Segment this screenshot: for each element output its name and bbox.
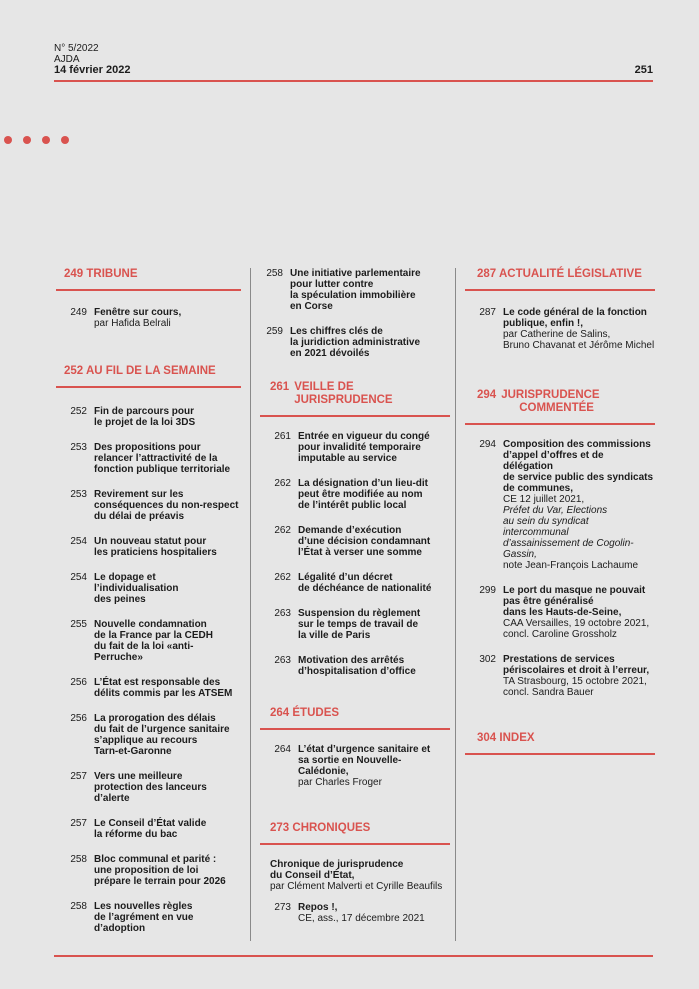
- entry-title: Prestations de services: [503, 654, 615, 665]
- entry-page-number: 254: [70, 536, 87, 547]
- entry-title: prépare le terrain pour 2026: [94, 876, 226, 887]
- entry-title: Le dopage et: [94, 572, 156, 583]
- entry-meta: CE, ass., 17 décembre 2021: [298, 913, 425, 924]
- entry-text: [94, 489, 238, 522]
- entry-page-number: 262: [274, 478, 291, 489]
- toc-column-left: [64, 268, 241, 934]
- dot-icon: [4, 136, 12, 144]
- section-actualite: [465, 268, 655, 351]
- entry-title: Le port du masque ne pouvait: [503, 585, 646, 596]
- toc-entry[interactable]: [465, 654, 655, 698]
- entry-title: sa sortie en Nouvelle-Calédonie,: [298, 755, 402, 777]
- entry-title: Demande d’exécution: [298, 525, 402, 536]
- entry-title: de l’agrément en vue: [94, 912, 194, 923]
- section-veille: [260, 381, 450, 677]
- entry-italic: Préfet du Var, Elections: [503, 505, 608, 516]
- toc-entry[interactable]: [64, 489, 241, 522]
- entry-title: pas être généralisé: [503, 596, 594, 607]
- entry-italic: d’assainissement de Cogolin-Gassin,: [503, 538, 634, 560]
- toc-entry[interactable]: [465, 439, 655, 571]
- entry-page-number: 294: [479, 439, 496, 450]
- entry-title: en Corse: [290, 301, 333, 312]
- entry-text: [503, 307, 654, 351]
- entry-title: Vers une meilleure: [94, 771, 183, 782]
- section-heading[interactable]: 304 INDEX: [477, 732, 535, 744]
- section-tribune: [64, 268, 241, 329]
- entry-page-number: 254: [70, 572, 87, 583]
- entry-title: Des propositions pour: [94, 442, 201, 453]
- section-heading[interactable]: 294 JURISPRUDENCE COMMENTÉE: [477, 389, 600, 414]
- toc-entry[interactable]: [260, 326, 450, 359]
- entry-text: [94, 901, 193, 934]
- running-header: [54, 43, 130, 76]
- entry-title: la ville de Paris: [298, 630, 371, 641]
- entry-text: [94, 854, 226, 887]
- entry-italic: au sein du syndicat intercommunal: [503, 516, 589, 538]
- footer-divider: [54, 955, 653, 957]
- entry-title: pour invalidité temporaire: [298, 442, 421, 453]
- entry-text: [290, 326, 420, 359]
- entry-text: [94, 307, 181, 329]
- dot-icon: [23, 136, 31, 144]
- section-jurisprudence: [465, 389, 655, 698]
- entry-title: d’appel d’offres et de délégation: [503, 450, 604, 472]
- section-rule: [260, 415, 450, 417]
- entry-title: La prorogation des délais: [94, 713, 216, 724]
- entry-text: [503, 439, 655, 571]
- entry-meta: concl. Sandra Bauer: [503, 687, 594, 698]
- section-chroniques: [260, 822, 450, 924]
- entry-text: [298, 572, 431, 594]
- entry-title: La désignation d’un lieu-dit: [298, 478, 428, 489]
- entry-text: [503, 654, 649, 698]
- entry-title: Les chiffres clés de: [290, 326, 383, 337]
- entry-page-number: 257: [70, 771, 87, 782]
- section-heading[interactable]: 252 AU FIL DE LA SEMAINE: [64, 365, 216, 377]
- section-rule: [260, 843, 450, 845]
- toc-entry[interactable]: [260, 572, 450, 594]
- toc-entry[interactable]: [465, 585, 655, 640]
- entry-title: pour lutter contre: [290, 279, 374, 290]
- entry-text: [94, 406, 195, 428]
- entry-title: Bloc communal et parité :: [94, 854, 217, 865]
- entry-title: protection des lanceurs: [94, 782, 207, 793]
- issue-number: N° 5/2022: [54, 43, 99, 54]
- toc-entry[interactable]: [64, 713, 241, 757]
- entry-title: L’état d’urgence sanitaire et: [298, 744, 431, 755]
- entry-page-number: 253: [70, 442, 87, 453]
- toc-entry[interactable]: [64, 442, 241, 475]
- entry-page-number: 249: [70, 307, 87, 318]
- section-rule: [465, 289, 655, 291]
- entry-meta: CAA Versailles, 19 octobre 2021,: [503, 618, 650, 629]
- entry-title: Revirement sur les: [94, 489, 184, 500]
- entry-title: les praticiens hospitaliers: [94, 547, 217, 558]
- toc-entry[interactable]: [260, 608, 450, 641]
- entry-title: d’une décision condamnant: [298, 536, 431, 547]
- issue-date: 14 février 2022: [54, 64, 131, 76]
- toc-entry[interactable]: [64, 677, 241, 699]
- entry-text: [298, 744, 450, 788]
- entry-title: du fait de la loi «anti-Perruche»: [94, 641, 194, 663]
- entry-page-number: 264: [274, 744, 291, 755]
- toc-entry[interactable]: [64, 307, 241, 329]
- entry-title: l’individualisation: [94, 583, 179, 594]
- entry-title: la spéculation immobilière: [290, 290, 416, 301]
- entry-title: s’applique au recours: [94, 735, 198, 746]
- entry-title: relancer l’attractivité de la: [94, 453, 218, 464]
- entry-page-number: 262: [274, 525, 291, 536]
- entry-page-number: 258: [70, 854, 87, 865]
- entry-text: [298, 478, 428, 511]
- entry-page-number: 257: [70, 818, 87, 829]
- section-heading[interactable]: 261 VEILLE DE JURISPRUDENCE: [270, 381, 393, 406]
- entry-title: l’État à verser une somme: [298, 547, 422, 558]
- entry-meta: par Catherine de Salins,: [503, 329, 611, 340]
- section-rule: [465, 753, 655, 755]
- entry-title: Légalité d’un décret: [298, 572, 393, 583]
- entry-page-number: 261: [274, 431, 291, 442]
- entry-title: conséquences du non-respect: [94, 500, 239, 511]
- entry-meta: par Hafida Belrali: [94, 318, 171, 329]
- toc-entry[interactable]: [64, 406, 241, 428]
- section-heading[interactable]: 287 ACTUALITÉ LÉGISLATIVE: [477, 268, 642, 280]
- entry-text: [94, 713, 230, 757]
- entry-meta: par Charles Froger: [298, 777, 382, 788]
- entry-text: [298, 655, 416, 677]
- toc-entry[interactable]: [465, 307, 655, 351]
- entry-meta: concl. Caroline Grossholz: [503, 629, 617, 640]
- entry-page-number: 299: [479, 585, 496, 596]
- entry-text: [298, 431, 430, 464]
- entry-text: [94, 677, 232, 699]
- entry-title: Une initiative parlementaire: [290, 268, 421, 279]
- entry-title: du délai de préavis: [94, 511, 185, 522]
- toc-entry[interactable]: [64, 901, 241, 934]
- entry-page-number: 256: [70, 677, 87, 688]
- dot-icon: [61, 136, 69, 144]
- toc-entry[interactable]: [260, 525, 450, 558]
- entry-title: Le code général de la fonction: [503, 307, 647, 318]
- entry-page-number: 287: [479, 307, 496, 318]
- toc-entry[interactable]: [260, 431, 450, 464]
- entry-title: sur le temps de travail de: [298, 619, 419, 630]
- section-index: [465, 732, 655, 755]
- entry-page-number: 258: [266, 268, 283, 279]
- entry-title: Fin de parcours pour: [94, 406, 195, 417]
- entry-title: imputable au service: [298, 453, 397, 464]
- section-heading[interactable]: 273 CHRONIQUES: [270, 822, 371, 834]
- entry-title: Repos !,: [298, 902, 338, 913]
- entry-title: Un nouveau statut pour: [94, 536, 207, 547]
- toc-entry[interactable]: [64, 619, 241, 663]
- entry-text: [298, 525, 430, 558]
- section-au-fil: [64, 365, 241, 934]
- entry-title: d’alerte: [94, 793, 130, 804]
- section-rule: [56, 386, 241, 388]
- entry-page-number: 252: [70, 406, 87, 417]
- journal-name: AJDA: [54, 54, 80, 65]
- entry-title: une proposition de loi: [94, 865, 199, 876]
- entry-page-number: 255: [70, 619, 87, 630]
- section-etudes: [260, 707, 450, 788]
- entry-title: de la France par la CEDH: [94, 630, 213, 641]
- entry-meta: CE 12 juillet 2021,: [503, 494, 585, 505]
- entry-text: [503, 585, 649, 640]
- section-heading[interactable]: 249 TRIBUNE: [64, 268, 138, 280]
- entry-title: d’adoption: [94, 923, 146, 934]
- entry-title: en 2021 dévoilés: [290, 348, 370, 359]
- toc-entry[interactable]: [64, 771, 241, 804]
- entry-title: délits commis par les ATSEM: [94, 688, 233, 699]
- chronique-intro[interactable]: Chronique de jurisprudence du Conseil d’État, par Clément Malverti et Cyrille Beaufils: [270, 859, 443, 892]
- entry-title: des peines: [94, 594, 146, 605]
- toc-entry[interactable]: [64, 572, 241, 605]
- entry-page-number: 273: [274, 902, 291, 913]
- entry-page-number: 258: [70, 901, 87, 912]
- toc-entry[interactable]: [260, 478, 450, 511]
- section-heading[interactable]: 264 ÉTUDES: [270, 707, 340, 719]
- section-rule: [465, 423, 655, 425]
- toc-entry[interactable]: [64, 854, 241, 887]
- entry-title: Composition des commissions: [503, 439, 651, 450]
- entry-text: [298, 608, 420, 641]
- entry-text: [290, 268, 421, 312]
- entry-title: fonction publique territoriale: [94, 464, 231, 475]
- toc-column-right: [465, 268, 655, 755]
- entry-page-number: 259: [266, 326, 283, 337]
- entry-title: Tarn-et-Garonne: [94, 746, 172, 757]
- entry-meta: note Jean-François Lachaume: [503, 560, 639, 571]
- entry-title: Motivation des arrêtés: [298, 655, 405, 666]
- entry-title: la juridiction administrative: [290, 337, 421, 348]
- entry-title: périscolaires et droit à l’erreur,: [503, 665, 650, 676]
- entry-title: la réforme du bac: [94, 829, 178, 840]
- column-divider: [250, 268, 251, 941]
- entry-title: le projet de la loi 3DS: [94, 417, 196, 428]
- entry-text: [94, 572, 178, 605]
- entry-title: de déchéance de nationalité: [298, 583, 432, 594]
- header-divider: [54, 80, 653, 82]
- entry-page-number: 302: [479, 654, 496, 665]
- entry-text: [94, 818, 206, 840]
- entry-meta: TA Strasbourg, 15 octobre 2021,: [503, 676, 647, 687]
- entry-title: Le Conseil d’État valide: [94, 818, 207, 829]
- entry-title: dans les Hauts-de-Seine,: [503, 607, 622, 618]
- toc-column-middle: [260, 268, 450, 924]
- entry-title: L’État est responsable des: [94, 677, 221, 688]
- entry-text: [94, 442, 230, 475]
- entry-title: Suspension du règlement: [298, 608, 421, 619]
- entry-text: [94, 771, 207, 804]
- entry-text: [94, 619, 241, 663]
- toc-entry[interactable]: [64, 818, 241, 840]
- entry-title: Nouvelle condamnation: [94, 619, 207, 630]
- entry-title: Les nouvelles règles: [94, 901, 193, 912]
- entry-text: [298, 902, 425, 924]
- entry-page-number: 262: [274, 572, 291, 583]
- toc-entry[interactable]: [260, 268, 450, 312]
- decorative-dots: [4, 136, 69, 144]
- entry-page-number: 263: [274, 608, 291, 619]
- entry-title: de service public des syndicats: [503, 472, 654, 483]
- entry-title: du fait de l’urgence sanitaire: [94, 724, 230, 735]
- entry-page-number: 263: [274, 655, 291, 666]
- entry-meta: Bruno Chavanat et Jérôme Michel: [503, 340, 655, 351]
- entry-page-number: 256: [70, 713, 87, 724]
- toc-entry[interactable]: [64, 536, 241, 558]
- section-rule: [56, 289, 241, 291]
- toc-entry[interactable]: [260, 902, 450, 924]
- entry-title: peut être modifiée au nom: [298, 489, 423, 500]
- entry-title: Entrée en vigueur du congé: [298, 431, 430, 442]
- entry-title: de communes,: [503, 483, 574, 494]
- entry-page-number: 253: [70, 489, 87, 500]
- section-rule: [260, 728, 450, 730]
- dot-icon: [42, 136, 50, 144]
- entry-title: publique, enfin !,: [503, 318, 583, 329]
- entry-text: [94, 536, 217, 558]
- entry-title: de l’intérêt public local: [298, 500, 407, 511]
- entry-title: Fenêtre sur cours,: [94, 307, 182, 318]
- page-number: 251: [634, 64, 653, 76]
- column-divider: [455, 268, 456, 941]
- entry-title: d’hospitalisation d’office: [298, 666, 416, 677]
- toc-entry[interactable]: [260, 744, 450, 788]
- toc-entry[interactable]: [260, 655, 450, 677]
